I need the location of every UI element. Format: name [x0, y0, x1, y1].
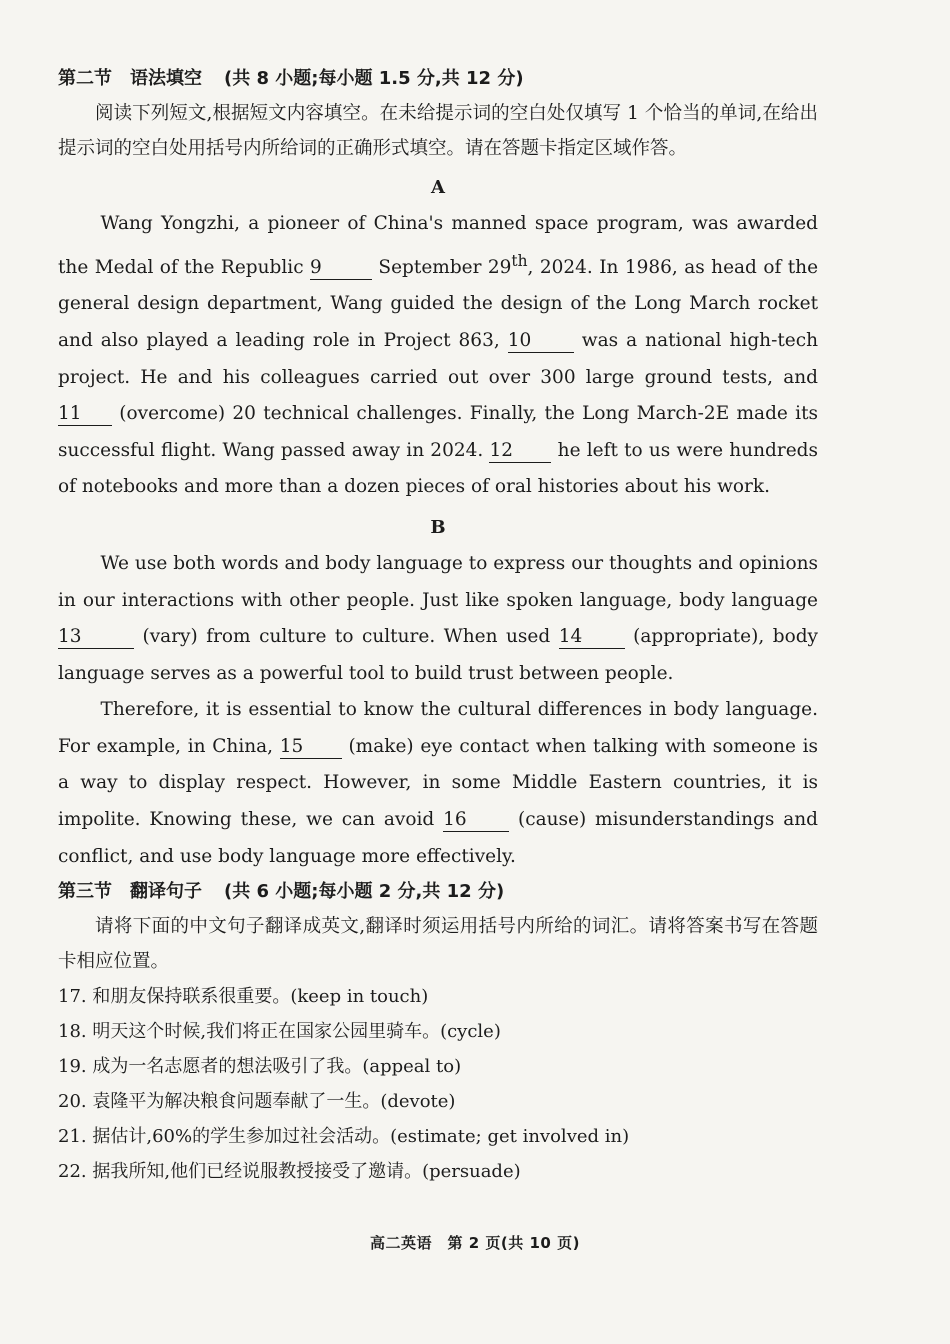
translation-item-18: 18. 明天这个时候,我们将正在国家公园里骑车。(cycle): [58, 1021, 501, 1043]
passage-a-segment: September 29: [372, 256, 512, 278]
section3-heading: [58, 875, 818, 909]
blank-11[interactable]: 11: [58, 403, 112, 426]
section2-instructions: 阅读下列短文,根据短文内容填空。在未给提示词的空白处仅填写 1 个恰当的单词,在给出提示词的空白处用括号内所给词的正确形式填空。请在答题卡指定区域作答。: [58, 103, 818, 159]
blank-10[interactable]: 10: [508, 330, 574, 353]
passage-b-segment: from culture to culture. When used: [197, 626, 559, 648]
passage-b-paragraph-1: [58, 546, 818, 692]
passage-b-segment: Therefore, it is essential to know the cultural differences in body language. For example, in China,: [58, 699, 818, 757]
translation-item-17: 17. 和朋友保持联系很重要。(keep in touch): [58, 986, 429, 1008]
blank-16[interactable]: 16: [443, 809, 509, 832]
passage-b-label: B: [430, 516, 446, 538]
hint-13: (vary): [134, 626, 198, 648]
hint-15: (make): [341, 735, 414, 757]
exam-page: [58, 62, 818, 1189]
passage-a-segment: Wang Yongzhi, a pioneer of China's manned space program, was awarded the Medal of the Republic: [58, 213, 818, 278]
section2-heading: [58, 62, 818, 96]
section2-title: 第二节 语法填空: [58, 68, 202, 89]
ordinal-suffix: th: [511, 251, 528, 270]
passage-b-paragraph-2: [58, 692, 818, 875]
section3-score: (共 6 小题;每小题 2 分,共 12 分): [224, 881, 505, 903]
section3-instructions: 请将下面的中文句子翻译成英文,翻译时须运用括号内所给的词汇。请将答案书写在答题卡相应位置。: [58, 916, 818, 973]
section3-title: 第三节 翻译句子: [58, 881, 202, 903]
passage-a-text: [58, 206, 818, 506]
passage-a-segment: 20 technical challenges. Finally, the Long March-2E made its successful flight. Wang passed away in 2024.: [58, 403, 819, 461]
translation-item-22: 22. 据我所知,他们已经说服教授接受了邀请。(persuade): [58, 1161, 521, 1183]
section2-score: (共 8 小题;每小题 1.5 分,共 12 分): [224, 68, 524, 89]
passage-a-segment: was a national high-tech project. He and his colleagues carried out over 300 large ground tests, and: [58, 329, 818, 388]
blank-12[interactable]: 12: [489, 440, 551, 463]
passage-a-label: A: [431, 177, 445, 198]
passage-a-segment: , 2024. In 1986, as head of the general design department, Wang guided the design of the Long March rocket and also played a leading role in Project 863,: [58, 256, 819, 351]
translation-item-19: 19. 成为一名志愿者的想法吸引了我。(appeal to): [58, 1056, 462, 1078]
hint-16: (cause): [509, 809, 587, 831]
hint-11: (overcome): [112, 403, 226, 425]
translation-item-21: 21. 据估计,60%的学生参加过社会活动。(estimate; get involved in): [58, 1126, 630, 1148]
blank-15[interactable]: 15: [280, 736, 342, 759]
blank-9[interactable]: 9: [310, 257, 372, 280]
passage-b-segment: We use both words and body language to express our thoughts and opinions in our interactions with other people. Just like spoken language, body language: [58, 552, 818, 611]
passage-b-segment: eye contact when talking with someone is a way to display respect. However, in some Middle Eastern countries, it is impolite. Knowing these, we can avoid: [58, 735, 819, 831]
passage-b-segment: misunderstandings and conflict, and use body language more effectively.: [58, 809, 818, 867]
passage-b-segment: , body language serves as a powerful tool to build trust between people.: [58, 626, 818, 684]
passage-a-segment: he left to us were hundreds of notebooks and more than a dozen pieces of oral histories about his work.: [58, 439, 818, 498]
translation-item-20: 20. 袁隆平为解决粮食问题奉献了一生。(devote): [58, 1091, 456, 1113]
hint-14: (appropriate): [624, 626, 759, 648]
page-footer: 高二英语 第 2 页(共 10 页): [370, 1234, 580, 1252]
blank-13[interactable]: 13: [58, 626, 134, 649]
blank-14[interactable]: 14: [559, 626, 625, 649]
